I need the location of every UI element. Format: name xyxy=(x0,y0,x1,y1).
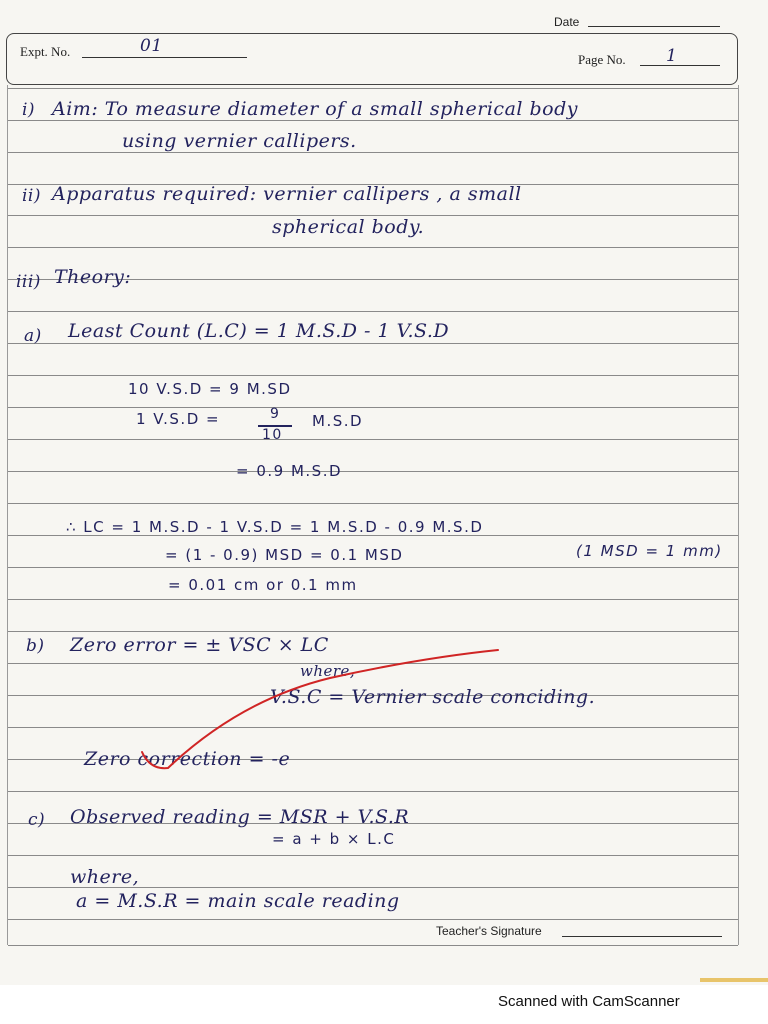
calc-line-2-rhs: M.S.D xyxy=(312,412,364,430)
calc-line-1: 10 V.S.D = 9 M.SD xyxy=(128,380,292,398)
apparatus-line-2: spherical body. xyxy=(272,216,425,238)
observed-reading-line: Observed reading = MSR + V.S.R xyxy=(70,806,410,828)
apparatus-line-1: Apparatus required: vernier callipers , a small xyxy=(52,183,522,205)
expt-label: Expt. No. xyxy=(20,44,71,59)
page-label: Page No. xyxy=(578,52,626,67)
camscanner-watermark: Scanned with CamScanner xyxy=(498,993,680,1010)
aim-line-1: Aim: To measure diameter of a small spherical body xyxy=(52,98,579,120)
zero-error-line: Zero error = ± VSC × LC xyxy=(70,634,329,656)
calc-line-2-numerator: 9 xyxy=(270,406,281,422)
zero-correction-line: Zero correction = -e xyxy=(84,748,291,770)
page-value: 1 xyxy=(666,46,678,66)
apparatus-number: ii) xyxy=(22,186,42,206)
lc-line-1: ∴ LC = 1 M.S.D - 1 V.S.D = 1 M.S.D - 0.9 M.S.D xyxy=(66,518,484,536)
expt-value: 01 xyxy=(140,36,163,56)
calc-line-2-lhs: 1 V.S.D = xyxy=(136,410,221,428)
signature-blank xyxy=(562,936,722,937)
calc-line-3: = 0.9 M.S.D xyxy=(236,462,343,480)
least-count-line: Least Count (L.C) = 1 M.S.D - 1 V.S.D xyxy=(68,320,450,342)
theory-label: Theory: xyxy=(54,266,132,288)
part-c-number: c) xyxy=(28,810,46,830)
vsc-definition: V.S.C = Vernier scale conciding. xyxy=(270,686,596,708)
aim-line-2: using vernier callipers. xyxy=(122,130,357,152)
where-label-2: where, xyxy=(70,866,140,888)
lc-line-3: = 0.01 cm or 0.1 mm xyxy=(168,576,358,594)
scanner-footer xyxy=(0,985,768,1024)
calc-line-2-denominator: 10 xyxy=(262,427,283,443)
theory-number: iii) xyxy=(16,272,41,292)
aim-number: i) xyxy=(22,100,36,120)
observed-reading-line-2: = a + b × L.C xyxy=(272,830,396,848)
lc-line-2: = (1 - 0.9) MSD = 0.1 MSD xyxy=(165,546,404,564)
where-label-1: where, xyxy=(300,662,356,680)
part-b-number: b) xyxy=(26,636,45,656)
lc-line-2-note: (1 MSD = 1 mm) xyxy=(576,542,723,560)
date-label: Date xyxy=(554,15,580,29)
teacher-signature-label: Teacher's Signature xyxy=(436,924,542,938)
part-a-number: a) xyxy=(24,326,42,346)
msr-definition: a = M.S.R = main scale reading xyxy=(76,890,400,912)
page-edge xyxy=(700,978,768,982)
